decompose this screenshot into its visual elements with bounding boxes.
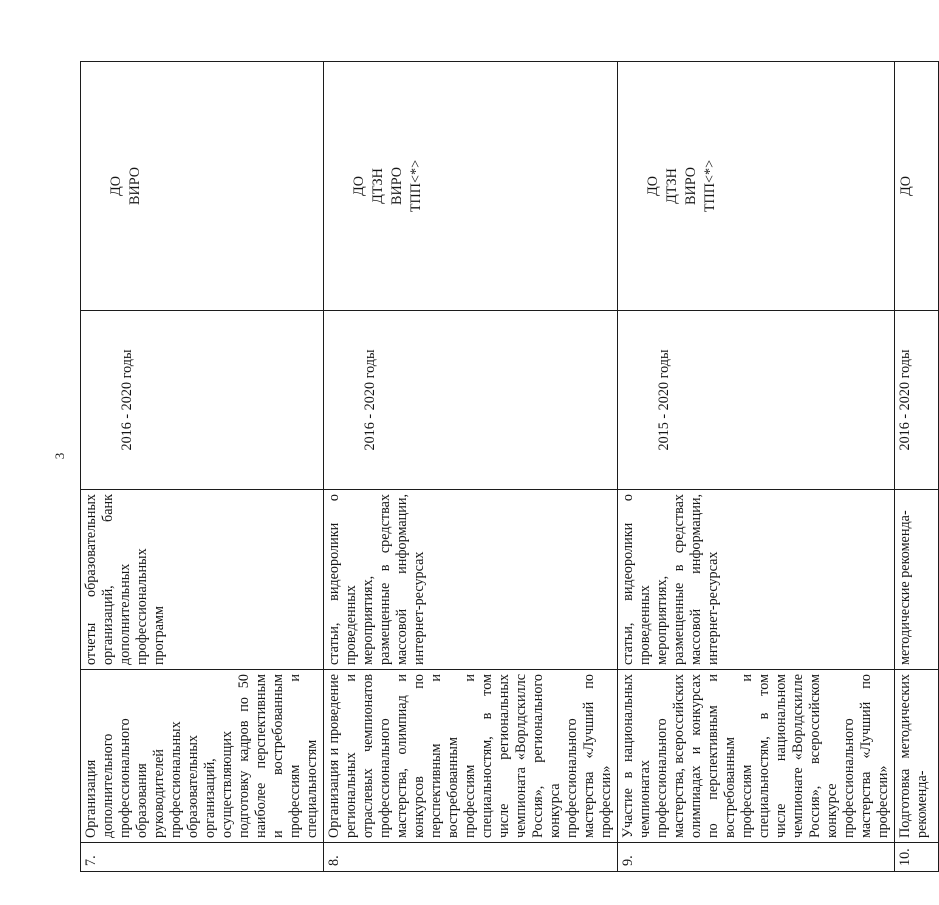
responsible-cell: ДО ВИРО (81, 62, 324, 311)
row-number: 10. (895, 843, 939, 872)
result-cell: отчеты образовательных организаций, банк дополнительных профессиональных программ (81, 490, 324, 670)
activity-cell: Организация и проведение региональных и отраслевых чемпионатов профессионального мастерства, олимпиад и конкурсов по перспективным и востребованным профессиям и специальностям, в том числе региональных чемпионата «Ворлдскиллс Россия», регионального конкурса профессионального мастерства «Лучший по профессии» (324, 670, 618, 843)
responsible-cell: ДО ДТЗН ВИРО ТПП<*> (618, 62, 895, 311)
term-cell: 2016 - 2020 годы (895, 311, 939, 490)
table-row (618, 62, 895, 872)
result-cell: статьи, видеоролики о проведенных мероприятиях, размещенные в средствах массовой информации, интернет-ресурсах (618, 490, 895, 670)
page-number: 3 (52, 452, 67, 460)
result-cell: методические рекоменда- (895, 490, 939, 670)
document-table-sheet (80, 62, 930, 872)
responsible-cell: ДО ДТЗН ВИРО ТПП<*> (324, 62, 618, 311)
activity-cell: Участие в национальных чемпионатах профессионального мастерства, всероссийских олимпиадах и конкурсах по перспективным и востребованным профессиям и специальностям, в том числе национальном чемпионате «Ворлдскилле Россия», всероссийском конкурсе профессионального мастерства «Лучший по профессии» (618, 670, 895, 843)
table-row (895, 62, 939, 872)
plan-table (80, 61, 939, 872)
responsible-cell: ДО (895, 62, 939, 311)
term-cell: 2016 - 2020 годы (324, 311, 618, 490)
table-row (324, 62, 618, 872)
term-cell: 2015 - 2020 годы (618, 311, 895, 490)
table-row (81, 62, 324, 872)
term-cell: 2016 - 2020 годы (81, 311, 324, 490)
row-number: 9. (618, 843, 895, 872)
row-number: 7. (81, 843, 324, 872)
result-cell: статьи, видеоролики о проведенных мероприятиях, размещенные в средствах массовой информации, интернет-ресурсах (324, 490, 618, 670)
activity-cell: Организация дополнительного профессионального образования руководителей профессиональных образовательных организаций, осуществляющих подготовку кадров по 50 наиболее перспективным и востребованным профессиям и специальностям (81, 670, 324, 843)
activity-cell: Подготовка методических рекоменда- (895, 670, 939, 843)
row-number: 8. (324, 843, 618, 872)
